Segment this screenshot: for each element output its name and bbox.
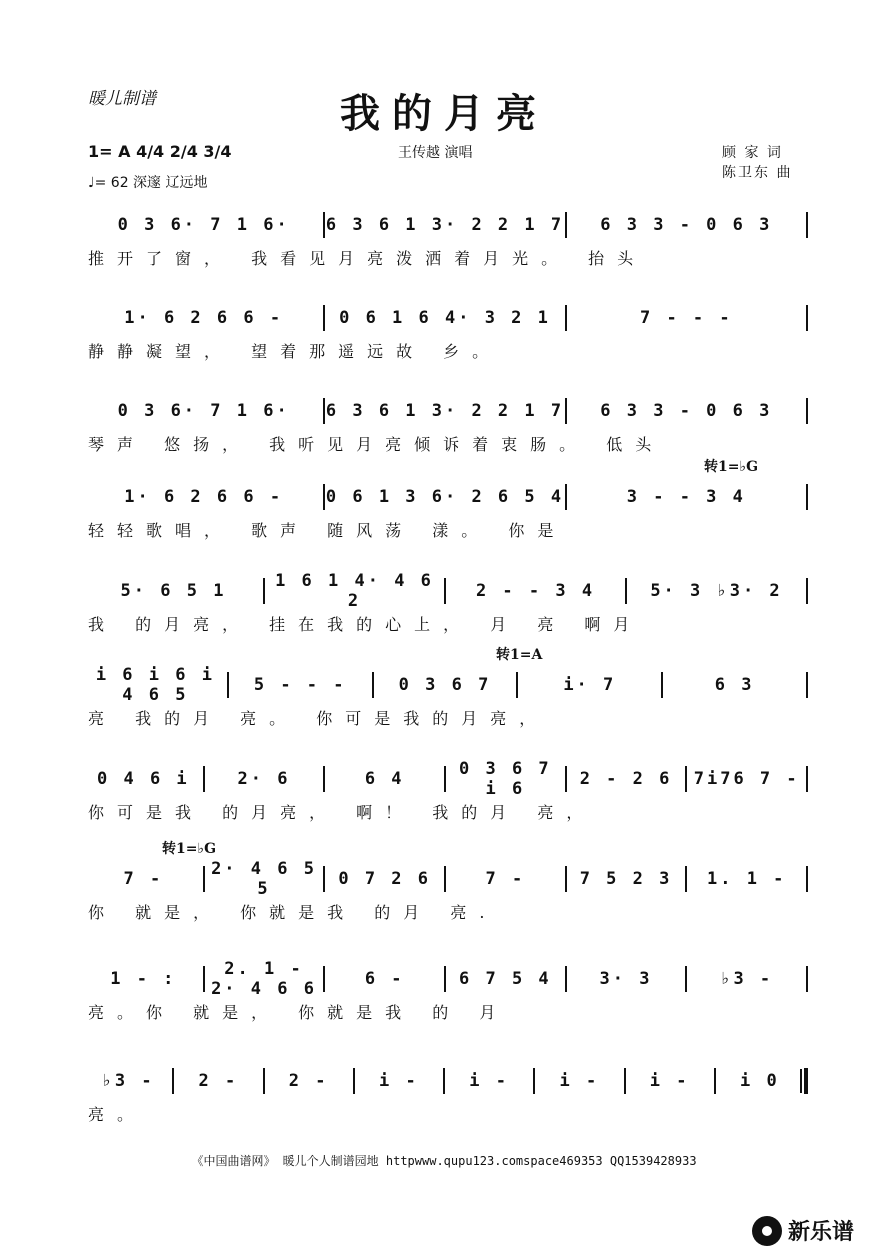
lyrics-line: 你 就是， 你就是我 的月 亮. xyxy=(88,903,498,922)
tempo-marking: ♩= 62 深邃 辽远地 xyxy=(88,175,208,191)
measure: 7 - - - xyxy=(639,308,733,328)
measure: 1 - : xyxy=(110,969,177,989)
score-row xyxy=(84,212,808,282)
measure: i - xyxy=(469,1071,509,1091)
measure: 6 7 5 4 xyxy=(459,969,552,989)
measure: 6 - xyxy=(364,969,405,989)
measure: 5· 6 5 1 xyxy=(120,581,227,601)
measure: i - xyxy=(649,1071,690,1091)
measure: 3 - - 3 4 xyxy=(626,487,746,507)
measure: 1 6 1 4· 4 6 2 xyxy=(275,571,434,611)
score-row xyxy=(84,1068,808,1138)
measure: i 6 i 6 i 4 6 5 xyxy=(95,665,215,705)
measure: 6 3 6 1 3· 2 2 1 7 xyxy=(325,215,565,235)
measure: 0 3 6· 7 1 6· xyxy=(117,215,290,235)
arranger-credit: 暖儿制谱 xyxy=(88,89,156,109)
notes-line xyxy=(84,759,808,799)
record-icon xyxy=(752,1216,782,1246)
bar-line xyxy=(806,484,808,510)
modulation-marking: 转1=♭G xyxy=(704,459,759,475)
measure: 7 - xyxy=(123,869,164,889)
footer-text: 《中国曲谱网》 暖儿个人制谱园地 httpwww.qupu123.comspace469353 QQ1539428933 xyxy=(191,1154,697,1168)
measure: 2 - xyxy=(198,1071,239,1091)
bar-line xyxy=(806,866,808,892)
lyrics-line: 琴声 悠扬， 我听见月亮倾诉着衷肠。 低头 xyxy=(88,435,665,454)
score-row xyxy=(84,571,808,648)
bar-line xyxy=(806,212,808,238)
modulation-marking: 转1=A xyxy=(496,647,543,663)
measure: 6 3 3 - 0 6 3 xyxy=(600,401,773,421)
song-title: 我的月亮 xyxy=(340,90,548,137)
measure: i - xyxy=(559,1071,600,1091)
lyrics-line: 你可是我 的月亮， 啊！ 我的月 亮， xyxy=(88,803,596,822)
measure: 2. 1 - 2· 4 6 6 xyxy=(211,959,317,999)
notes-line xyxy=(84,665,808,705)
notes-line xyxy=(84,484,808,510)
notes-line xyxy=(84,571,808,611)
modulation-marking: 转1=♭G xyxy=(162,841,217,857)
bar-line xyxy=(806,398,808,424)
measure: 0 3 6 7 xyxy=(398,675,492,695)
notes-line xyxy=(84,398,808,424)
measure: ♭3 - xyxy=(101,1071,155,1091)
score-row xyxy=(84,398,808,468)
score-row xyxy=(84,647,808,742)
notes-line xyxy=(84,1068,808,1094)
measure: 2 - xyxy=(288,1071,329,1091)
score-row xyxy=(84,759,808,836)
measure: 1. 1 - xyxy=(706,869,787,889)
measure: i - xyxy=(379,1071,419,1091)
lyrics-line: 亮 我的月 亮。 你可是我的月亮， xyxy=(88,709,549,728)
site-logo[interactable] xyxy=(752,1215,854,1246)
measure: 6 3 6 1 3· 2 2 1 7 xyxy=(325,401,565,421)
bar-line xyxy=(806,766,808,792)
bar-line xyxy=(806,305,808,331)
bar-line xyxy=(804,1068,808,1094)
bar-line xyxy=(806,966,808,992)
logo-text: 新乐谱 xyxy=(788,1220,855,1245)
measure: 2· 6 xyxy=(237,769,291,789)
notes-line xyxy=(84,305,808,331)
notes-line xyxy=(84,859,808,899)
score-row xyxy=(84,305,808,375)
measure: 6 3 3 - 0 6 3 xyxy=(600,215,773,235)
notes-line xyxy=(84,959,808,999)
measure: 0 4 6 i xyxy=(97,769,190,789)
measure: i 0 xyxy=(740,1071,780,1091)
score-row xyxy=(84,959,808,1036)
measure: 0 3 6· 7 1 6· xyxy=(117,401,290,421)
measure: 3· 3 xyxy=(599,969,653,989)
measure: 2 - 2 6 xyxy=(579,769,673,789)
bar-line xyxy=(806,672,808,698)
notes-line xyxy=(84,212,808,238)
score-row xyxy=(84,841,808,936)
measure: 7 - xyxy=(485,869,526,889)
measure: 1· 6 2 6 6 - xyxy=(124,308,284,328)
measure: 6 3 xyxy=(714,675,755,695)
lyrics-line: 推开了窗， 我看见月亮泼洒着月光。 抬头 xyxy=(88,249,647,268)
measure: 6 4 xyxy=(364,769,405,789)
lyrics-line: 亮。你 就是， 你就是我 的 月 xyxy=(88,1003,509,1022)
key-signature: 1= A 4/4 2/4 3/4 xyxy=(88,142,232,161)
measure: 0 3 6 7 i 6 xyxy=(459,759,552,799)
measure: 5 - - - xyxy=(253,675,347,695)
measure: 7 5 2 3 xyxy=(579,869,673,889)
lyricist-credit: 顾 家 词 xyxy=(722,145,783,161)
lyrics-line: 静静凝望， 望着那遥远故 乡。 xyxy=(88,342,502,361)
measure: 0 6 1 6 4· 3 2 1 xyxy=(339,308,551,328)
measure: i· 7 xyxy=(563,675,617,695)
measure: ♭3 - xyxy=(720,969,774,989)
singer-credit: 王传越 演唱 xyxy=(398,145,473,161)
lyrics-line: 亮。 xyxy=(88,1105,147,1124)
lyrics-line: 我 的月亮， 挂在我的心上， 月 亮 啊月 xyxy=(88,615,643,634)
score-row xyxy=(84,459,808,554)
bar-line xyxy=(806,578,808,604)
composer-credit: 陈卫东 曲 xyxy=(722,165,793,181)
measure: 5· 3 ♭3· 2 xyxy=(650,581,783,601)
lyrics-line: 轻轻歌唱， 歌声 随风荡 漾。 你是 xyxy=(88,521,567,540)
measure: 1· 6 2 6 6 - xyxy=(124,487,284,507)
measure: 0 6 1 3 6· 2 6 5 4 xyxy=(325,487,565,507)
measure: 0 7 2 6 xyxy=(338,869,431,889)
measure: 2 - - 3 4 xyxy=(475,581,596,601)
measure: 2· 4 6 5 5 xyxy=(211,859,317,899)
measure: 7i76 7 - xyxy=(693,769,800,789)
